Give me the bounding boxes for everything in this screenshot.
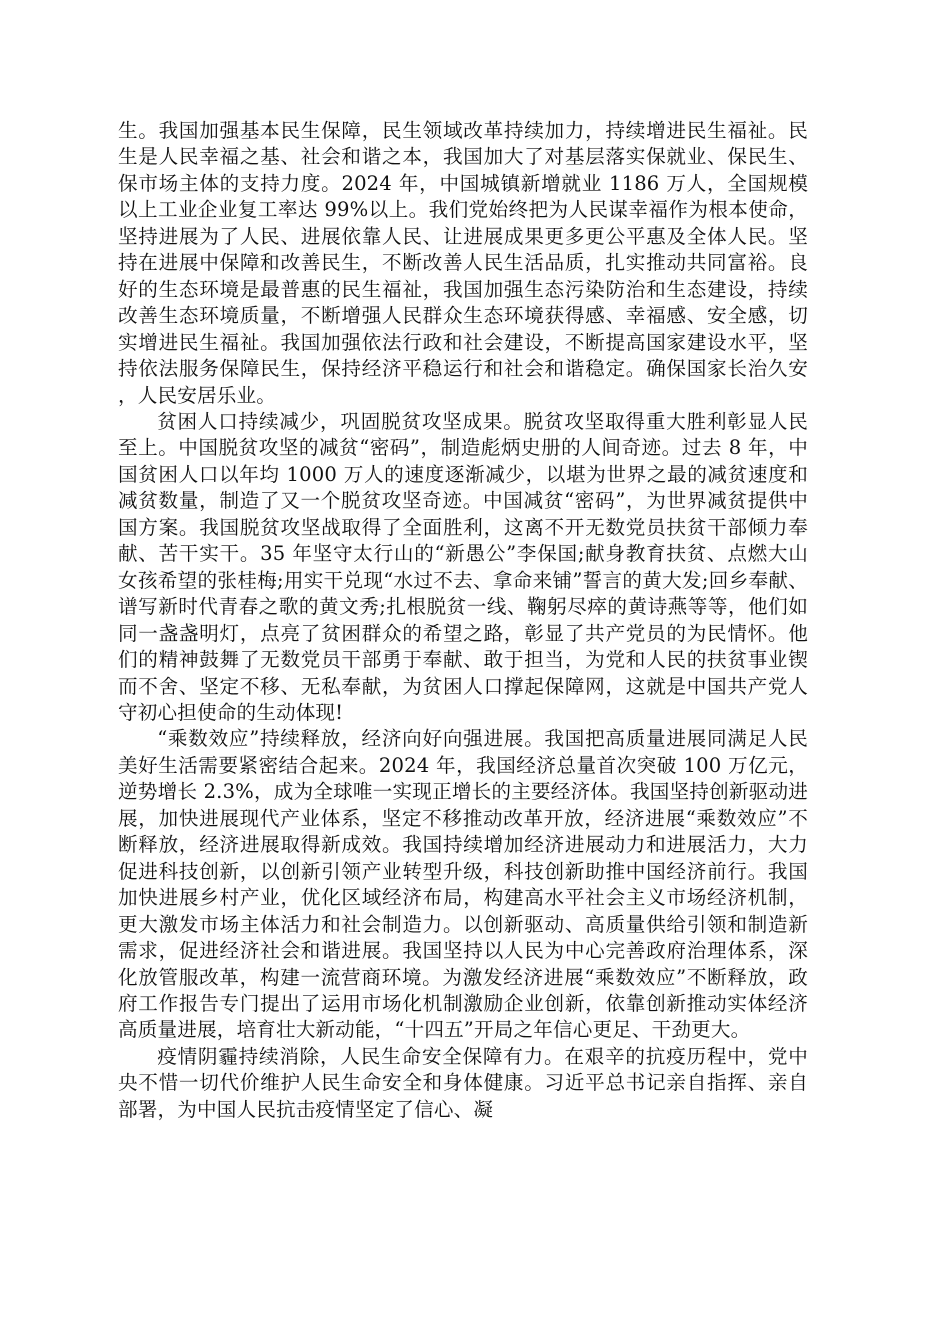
document-body xyxy=(118,118,808,1123)
paragraph-economic-growth: “乘数效应”持续释放，经济向好向强进展。我国把高质量进展同满足人民美好生活需要紧密结合起来。2024 年，我国经济总量首次突破 100 万亿元，逆势增长 2.3%，成为全球唯一实现正增长的主要经济体。我国坚持创新驱动进展，加快进展现代产业体系，坚定不移推动改革开放，经济进展“乘数效应”不断释放，经济进展取得新成效。我国持续增加经济进展动力和进展活力，大力促进科技创新，以创新引领产业转型升级，科技创新助推中国经济前行。我国加快进展乡村产业，优化区域经济布局，构建高水平社会主义市场经济机制，更大激发市场主体活力和社会制造力。以创新驱动、高质量供给引领和制造新需求，促进经济社会和谐进展。我国坚持以人民为中心完善政府治理体系，深化放管服改革，构建一流营商环境。为激发经济进展“乘数效应”不断释放，政府工作报告专门提出了运用市场化机制激励企业创新，依靠创新推动实体经济高质量进展，培育壮大新动能，“十四五”开局之年信心更足、干劲更大。 xyxy=(118,727,808,1042)
paragraph-epidemic: 疫情阴霾持续消除，人民生命安全保障有力。在艰辛的抗疫历程中，党中央不惜一切代价维护人民生命安全和身体健康。习近平总书记亲自指挥、亲自部署，为中国人民抗击疫情坚定了信心、凝 xyxy=(118,1044,808,1121)
paragraph-livelihood: 生。我国加强基本民生保障，民生领域改革持续加力，持续增进民生福祉。民生是人民幸福之基、社会和谐之本，我国加大了对基层落实保就业、保民生、保市场主体的支持力度。2024 年，中国城镇新增就业 1186 万人，全国规模以上工业企业复工率达 99%以上。我们党始终把为人民谋幸福作为根本使命，坚持进展为了人民、进展依靠人民、让进展成果更多更公平惠及全体人民。坚持在进展中保障和改善民生，不断改善人民生活品质，扎实推动共同富裕。良好的生态环境是最普惠的民生福祉，我国加强生态污染防治和生态建设，持续改善生态环境质量，不断增强人民群众生态环境获得感、幸福感、安全感，切实增进民生福祉。我国加强依法行政和社会建设，不断提高国家建设水平，坚持依法服务保障民生，保持经济平稳运行和社会和谐稳定。确保国家长治久安，人民安居乐业。 xyxy=(118,119,808,407)
paragraph-poverty-reduction: 贫困人口持续减少，巩固脱贫攻坚成果。脱贫攻坚取得重大胜利彰显人民至上。中国脱贫攻坚的减贫“密码”，制造彪炳史册的人间奇迹。过去 8 年，中国贫困人口以年均 1000 万人的速度逐渐减少，以堪为世界之最的减贫速度和减贫数量，制造了又一个脱贫攻坚奇迹。中国减贫“密码”，为世界减贫提供中国方案。我国脱贫攻坚战取得了全面胜利，这离不开无数党员扶贫干部倾力奉献、苦干实干。35 年坚守太行山的“新愚公”李保国;献身教育扶贫、点燃大山女孩希望的张桂梅;用实干兑现“水过不去、拿命来铺”誓言的黄大发;回乡奉献、谱写新时代青春之歌的黄文秀;扎根脱贫一线、鞠躬尽瘁的黄诗燕等等，他们如同一盏盏明灯，点亮了贫困群众的希望之路，彰显了共产党员的为民情怀。他们的精神鼓舞了无数党员干部勇于奉献、敢于担当，为党和人民的扶贫事业锲而不舍、坚定不移、无私奉献，为贫困人口撑起保障网，这就是中国共产党人守初心担使命的生动体现! xyxy=(118,409,808,724)
